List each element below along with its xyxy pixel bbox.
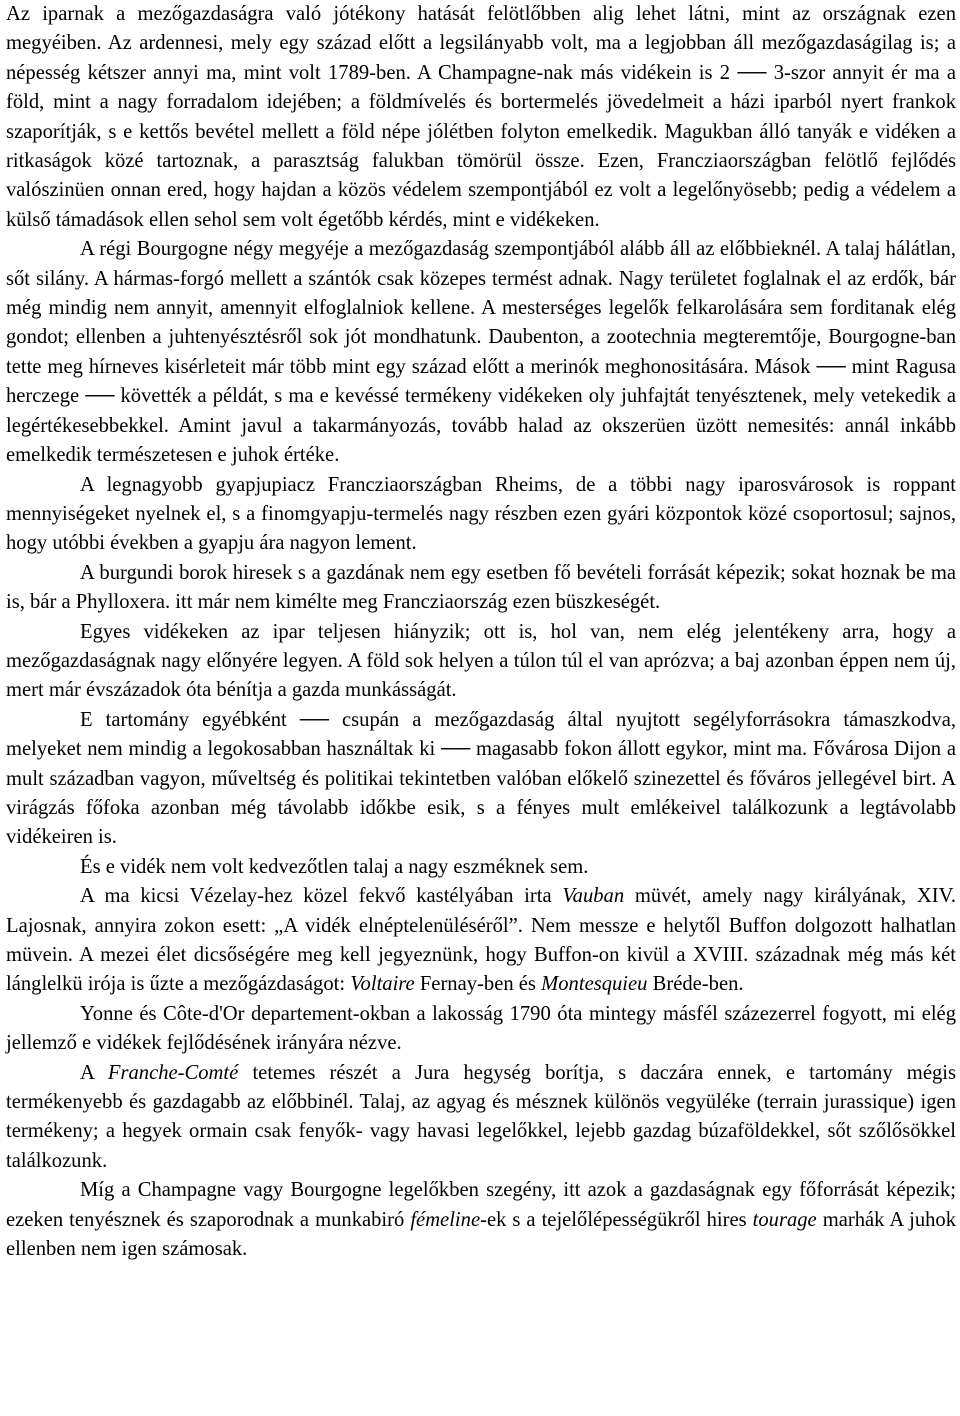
italic-term: fémeline (410, 1208, 481, 1231)
paragraph (6, 0, 956, 235)
text-segment: Bréde-ben. (647, 973, 744, 996)
text-segment: A (80, 1061, 108, 1084)
italic-name: Montesquieu (541, 973, 648, 996)
italic-name: Voltaire (350, 973, 415, 996)
text-segment: A legnagyobb gyapjupiacz Francziaországban Rheims, de a többi nagy iparosvárosok is roppant mennyiségeket nyelnek el, s a finomgyapju-termelés nagy részben ezen gyári központok közé csoportosul; sajnos, hogy utóbbi években a gyapju ára nagyon lement. (6, 473, 956, 555)
paragraph (6, 706, 956, 853)
italic-term: tourage (752, 1208, 817, 1231)
text-segment: A régi Bourgogne négy megyéje a mezőgazdaság szempontjából alább áll az előbbieknél. A talaj hálátlan, sőt silány. A hármas-forgó mellett a szántók csak közepes termést adnak. Nagy területet foglalnak el az erdők, bár még mindig nem annyit, amennyit elfoglalniok kellene. A mesterséges legelők felkarolására sem forditanak elég gondot; ellenben a juhtenyésztésről sok jót mondhatunk. Daubenton, a zootechnia megteremtője, Bourgogne-ban tette meg hírneves kisérleteit már több mint egy század előtt a merinók meghonositására. Mások ── mint Ragusa herczege ── követték a példát, s ma e kevéssé termékeny vidékeken oly juhfajtát tenyésztenek, mely vetekedik a legértékesebbekkel. Amint javul a takarmányozás, tovább halad az okszerüen üzött nemesités: annál inkább emelkedik természetesen e juhok értéke. (6, 238, 956, 467)
text-segment: müvét, amely nagy királyának, XIV. Lajosnak, annyira zokon esett: „A vidék elnéptelenüléséről”. Nem messze e helytől Buffon dolgozott halhatlan müvein. A mezei élet dicsőségére meg kell jegyeznünk, hogy Buffon-on kivül a XVIII. századnak még más két lánglelkü irója is űzte a mezőgázdaságot: (6, 885, 956, 996)
paragraph (6, 559, 956, 618)
text-segment: A burgundi borok hiresek s a gazdának nem egy esetben fő bevételi forrását képezik; sokat hoznak be ma is, bár a Phylloxera. itt már nem kimélte meg Francziaország ezen büszkeségét. (6, 561, 956, 614)
text-segment: Az iparnak a mezőgazdaságra való jótékony hatását felötlőbben alig lehet látni, mint az országnak ezen megyéiben. Az ardennesi, mely egy század előtt a legsilányabb volt, ma a legjobban áll mezőgazdaságilag is; a népesség kétszer annyi ma, mint volt 1789-ben. A Champagne-nak más vidékein is 2 ── 3-szor annyit ér ma a föld, mint a nagy forradalom idejében; a földmívelés és bortermelés jövedelmeit a házi iparból nyert frankok szaporítják, s e kettős bevétel mellett a föld népe jólétben folyton emelkedik. Magukban álló tanyák e vidéken a ritkaságok közé tartoznak, a parasztság falukban tömörül össze. Ezen, Francziaországban felötlő fejlődés valószinüen onnan ered, hogy hajdan a közös védelem szempontjából ez volt a legelőnyösebb; pedig a védelem a külső támadások ellen sehol sem volt égetőbb kérdés, mint e vidékeken. (6, 3, 956, 231)
italic-name: Vauban (562, 885, 625, 908)
paragraph (6, 618, 956, 706)
text-segment: tetemes részét a Jura hegység borítja, s daczára ennek, e tartomány mégis termékenyebb és gazdagabb az előbbinél. Talaj, az agyag és mésznek különös vegyüléke (terrain jurassique) igen termékeny; a hegyek ormain csak fenyők- vagy havasi legelőkkel, lejebb gazdag búzaföldekkel, sőt szőlősökkel találkozunk. (6, 1061, 957, 1172)
paragraph (6, 853, 956, 882)
paragraph (6, 1176, 956, 1264)
text-segment: A ma kicsi Vézelay-hez közel fekvő kastélyában irta (80, 885, 563, 908)
text-segment: E tartomány egyébként ── csupán a mezőgazdaság által nyujtott segélyforrásokra támaszkodva, melyeket nem mindig a legokosabban használtak ki ── magasabb fokon állott egykor, mint ma. Fővárosa Dijon a mult században vagyon, műveltség és politikai tekintetben valóban előkelő szinezettel és főváros jellegével birt. A virágzás főfoka azonban még távolabb időkbe esik, s a fényes mult emlékeivel találkozunk a legtávolabb vidékeiren is. (6, 708, 956, 849)
paragraph (6, 1000, 956, 1059)
paragraph (6, 235, 956, 470)
text-segment: Fernay-ben és (414, 973, 542, 996)
text-segment: Egyes vidékeken az ipar teljesen hiányzik; ott is, hol van, nem elég jelentékeny arra, hogy a mezőgazdaságnak nagy előnyére legyen. A föld sok helyen a túlon túl el van aprózva; a baj azonban éppen nem új, mert már évszázadok óta bénítja a gazda munkásságát. (6, 620, 956, 702)
italic-name: Franche-Comté (107, 1061, 239, 1084)
text-segment: Yonne és Côte-d'Or departement-okban a lakosság 1790 óta mintegy másfél százezerrel fogyott, mi elég jellemző e vidékek fejlődésének irányára nézve. (6, 1002, 956, 1055)
paragraph (6, 882, 956, 1000)
text-segment: marhák A juhok ellenben nem igen számosak. (6, 1208, 957, 1261)
paragraph (6, 1059, 956, 1177)
text-segment: És e vidék nem volt kedvezőtlen talaj a nagy eszméknek sem. (80, 855, 589, 878)
text-segment: Míg a Champagne vagy Bourgogne legelőkben szegény, itt azok a gazdaságnak egy főforrását képezik; ezeken tenyésznek és szaporodnak a munkabiró (6, 1179, 956, 1231)
text-segment: -ek s a tejelőlépességükről hires (480, 1208, 753, 1231)
paragraph (6, 471, 956, 559)
